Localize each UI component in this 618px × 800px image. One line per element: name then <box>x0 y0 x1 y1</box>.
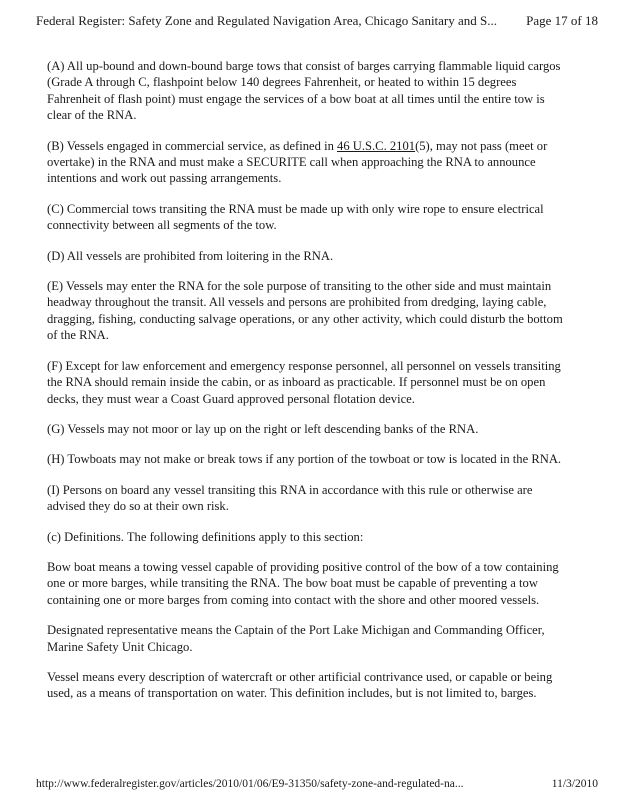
paragraph-H: (H) Towboats may not make or break tows if any portion of the towboat or tow is located in the RNA. <box>47 452 562 467</box>
paragraph-B-lead: (B) Vessels engaged in commercial service, as defined in <box>47 138 338 153</box>
paragraph-D: (D) All vessels are prohibited from loitering in the RNA. <box>47 248 334 263</box>
definitions-heading: (c) Definitions. The following definitions apply to this section: <box>47 529 364 544</box>
paragraph-F: (F) Except for law enforcement and emergency response personnel, all personnel on vessels transiting the RNA should remain inside the cabin, or as inboard as practicable. If personnel must be on open decks, they must wear a Coast Guard approved personal flotation device. <box>47 358 561 406</box>
paragraph-B <box>47 138 569 187</box>
page-header <box>36 13 598 31</box>
document-title: Federal Register: Safety Zone and Regulated Navigation Area, Chicago Sanitary and S... <box>36 13 498 28</box>
paragraph-I: (I) Persons on board any vessel transiting this RNA in accordance with this rule or otherwise are advised they do so at their own risk. <box>47 482 533 514</box>
paragraph-C: (C) Commercial tows transiting the RNA must be made up with only wire rope to ensure electrical connectivity between all segments of the tow. <box>47 201 544 233</box>
definition-vessel: Vessel means every description of watercraft or other artificial contrivance used, or capable or being used, as a means of transportation on water. This definition includes, but is not limited to, barges. <box>47 669 553 701</box>
definition-bow-boat: Bow boat means a towing vessel capable of providing positive control of the bow of a tow containing one or more barges, while transiting the RNA. The bow boat must be capable of preventing a tow containing one or more barges from coming into contact with the shore and other moored vessels. <box>47 559 559 607</box>
source-url: http://www.federalregister.gov/articles/2010/01/06/E9-31350/safety-zone-and-regulated-na... <box>36 778 464 790</box>
usc-link[interactable]: 46 U.S.C. 2101 <box>337 138 416 153</box>
paragraph-A: (A) All up-bound and down-bound barge tows that consist of barges carrying flammable liquid cargos (Grade A through C, flashpoint below 140 degrees Fahrenheit, or heated to within 15 degrees Fahrenheit of flash point) must engage the services of a bow boat at all times until the entire tow is clear of the RNA. <box>47 59 561 123</box>
page-number: Page 17 of 18 <box>526 13 598 28</box>
paragraph-G: (G) Vessels may not moor or lay up on the right or left descending banks of the RNA. <box>47 421 479 436</box>
paragraph-B-rest: (5), may not pass (meet or overtake) in the RNA and must make a SECURITE call when approaching the RNA to announce intentions and work out passing arrangements. <box>47 138 548 186</box>
definition-designated-representative: Designated representative means the Captain of the Port Lake Michigan and Commanding Officer, Marine Safety Unit Chicago. <box>47 623 545 654</box>
paragraph-E: (E) Vessels may enter the RNA for the sole purpose of transiting to the other side and must maintain headway throughout the transit. All vessels and persons are prohibited from dredging, laying cable, dragging, fishing, conducting salvage operations, or any other activity, which could disturb the bottom of the RNA. <box>47 279 563 343</box>
document-body <box>47 58 569 716</box>
print-date: 11/3/2010 <box>551 778 598 790</box>
page-footer <box>36 778 598 794</box>
